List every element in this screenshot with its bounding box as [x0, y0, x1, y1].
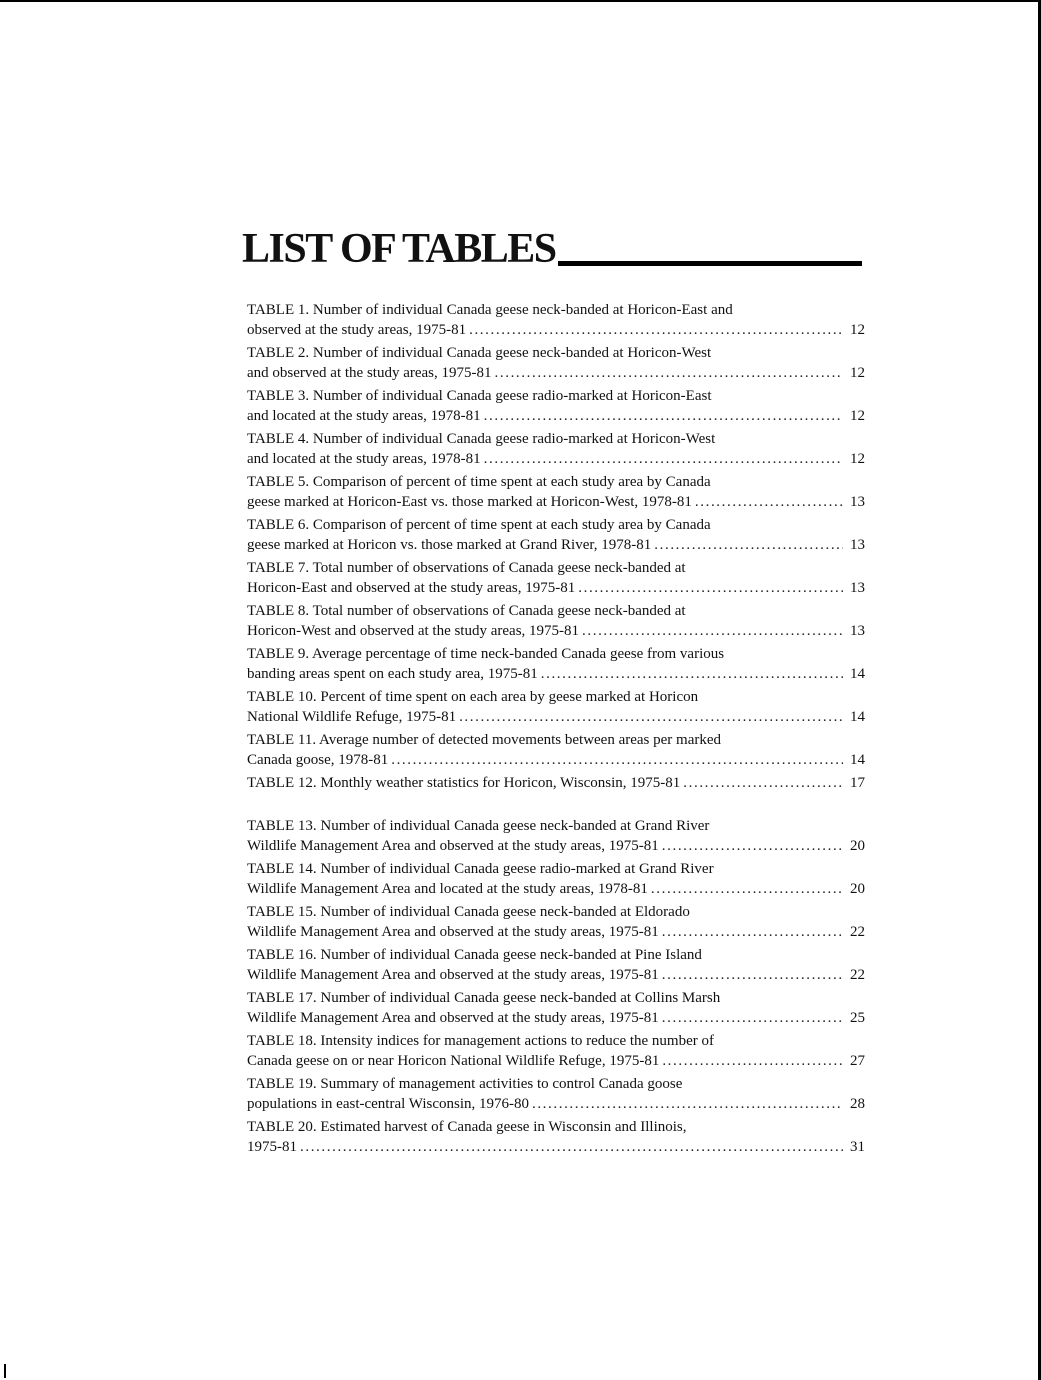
dot-leader	[662, 922, 843, 942]
entry-caption-end: Canada geese on or near Horicon National Wildlife Refuge, 1975-81	[247, 1053, 660, 1069]
dot-leader	[662, 1051, 843, 1071]
entry-caption-line: TABLE 15. Number of individual Canada geese neck-banded at Eldorado	[247, 904, 690, 920]
dot-leader	[495, 363, 843, 383]
entry-caption-end: geese marked at Horicon-East vs. those marked at Horicon-West, 1978-81	[247, 494, 692, 510]
page-number: 22	[850, 967, 865, 983]
entry-final-line	[247, 492, 865, 512]
table-entry[interactable]	[247, 988, 865, 1031]
table-entry[interactable]	[247, 730, 865, 773]
table-entry[interactable]	[247, 644, 865, 687]
entry-caption-end: National Wildlife Refuge, 1975-81	[247, 709, 457, 725]
page-number: 12	[850, 451, 865, 467]
entry-caption-line: TABLE 20. Estimated harvest of Canada geese in Wisconsin and Illinois,	[247, 1119, 687, 1135]
entry-final-line	[247, 449, 865, 469]
entry-caption-line: TABLE 13. Number of individual Canada geese neck-banded at Grand River	[247, 818, 710, 834]
table-entry[interactable]	[247, 429, 865, 472]
entry-final-line	[247, 773, 865, 793]
entry-caption-line: TABLE 1. Number of individual Canada geese neck-banded at Horicon-East and	[247, 302, 733, 318]
dot-leader	[654, 535, 843, 555]
heading-row	[242, 226, 862, 272]
table-entry[interactable]	[247, 515, 865, 558]
dot-leader	[300, 1137, 843, 1157]
table-entry[interactable]	[247, 859, 865, 902]
dot-leader	[469, 320, 843, 340]
page-number: 20	[850, 838, 865, 854]
table-entry[interactable]	[247, 386, 865, 429]
entry-final-line	[247, 1008, 865, 1028]
page-number: 17	[850, 775, 865, 791]
entry-caption-line: TABLE 19. Summary of management activities to control Canada goose	[247, 1076, 683, 1092]
entry-final-line	[247, 320, 865, 340]
dot-leader	[651, 879, 843, 899]
page-number: 13	[850, 537, 865, 553]
scan-mark	[4, 1364, 6, 1378]
entry-caption-end: and located at the study areas, 1978-81	[247, 408, 481, 424]
entry-caption-end: populations in east-central Wisconsin, 1976-80	[247, 1096, 529, 1112]
entry-caption-line: TABLE 4. Number of individual Canada geese radio-marked at Horicon-West	[247, 431, 716, 447]
entry-caption-line: TABLE 10. Percent of time spent on each area by geese marked at Horicon	[247, 689, 699, 705]
entry-caption-line: TABLE 2. Number of individual Canada geese neck-banded at Horicon-West	[247, 345, 712, 361]
entry-final-line	[247, 836, 865, 856]
entry-final-line	[247, 965, 865, 985]
entry-final-line	[247, 707, 865, 727]
entry-final-line	[247, 1137, 865, 1157]
dot-leader	[662, 1008, 843, 1028]
entry-caption-end: Canada goose, 1978-81	[247, 752, 389, 768]
page-title: LIST OF TABLES	[242, 226, 556, 272]
page-number: 12	[850, 408, 865, 424]
entry-caption-end: observed at the study areas, 1975-81	[247, 322, 467, 338]
table-entry[interactable]	[247, 902, 865, 945]
dot-leader	[532, 1094, 843, 1114]
page-number: 13	[850, 623, 865, 639]
page-number: 12	[850, 365, 865, 381]
title-rule	[558, 261, 862, 266]
page-number: 13	[850, 580, 865, 596]
dot-leader	[459, 707, 843, 727]
entry-final-line	[247, 879, 865, 899]
table-entry[interactable]	[247, 300, 865, 343]
table-entry[interactable]	[247, 601, 865, 644]
page-number: 25	[850, 1010, 865, 1026]
table-entry[interactable]	[247, 773, 865, 816]
table-entry[interactable]	[247, 1031, 865, 1074]
dot-leader	[683, 773, 843, 793]
dot-leader	[541, 664, 843, 684]
entry-caption-end: Wildlife Management Area and observed at the study areas, 1975-81	[247, 838, 659, 854]
entry-caption-line: TABLE 14. Number of individual Canada geese radio-marked at Grand River	[247, 861, 714, 877]
entry-caption-line: TABLE 9. Average percentage of time neck-banded Canada geese from various	[247, 646, 725, 662]
entry-final-line	[247, 578, 865, 598]
entry-final-line	[247, 1051, 865, 1071]
page-number: 13	[850, 494, 865, 510]
entry-final-line	[247, 363, 865, 383]
entry-final-line	[247, 535, 865, 555]
entry-caption-end: Wildlife Management Area and observed at the study areas, 1975-81	[247, 967, 659, 983]
page-number: 14	[850, 752, 865, 768]
entry-caption-end: Horicon-West and observed at the study areas, 1975-81	[247, 623, 580, 639]
entry-caption-line: TABLE 5. Comparison of percent of time spent at each study area by Canada	[247, 474, 711, 490]
entry-caption-end: Horicon-East and observed at the study areas, 1975-81	[247, 580, 576, 596]
entry-caption-end: 1975-81	[247, 1139, 297, 1155]
page-number: 31	[850, 1139, 865, 1155]
entry-caption-end: TABLE 12. Monthly weather statistics for Horicon, Wisconsin, 1975-81	[247, 775, 681, 791]
table-entry[interactable]	[247, 1074, 865, 1117]
dot-leader	[391, 750, 843, 770]
entry-caption-line: TABLE 7. Total number of observations of Canada geese neck-banded at	[247, 560, 686, 576]
dot-leader	[662, 836, 843, 856]
dot-leader	[484, 449, 843, 469]
entry-caption-line: TABLE 11. Average number of detected movements between areas per marked	[247, 732, 722, 748]
page-number: 12	[850, 322, 865, 338]
table-entry[interactable]	[247, 472, 865, 515]
entry-caption-line: TABLE 3. Number of individual Canada geese radio-marked at Horicon-East	[247, 388, 712, 404]
table-entry[interactable]	[247, 687, 865, 730]
page-number: 28	[850, 1096, 865, 1112]
table-entry[interactable]	[247, 945, 865, 988]
entry-final-line	[247, 922, 865, 942]
entry-caption-end: and located at the study areas, 1978-81	[247, 451, 481, 467]
entry-caption-line: TABLE 16. Number of individual Canada geese neck-banded at Pine Island	[247, 947, 702, 963]
table-entry[interactable]	[247, 816, 865, 859]
dot-leader	[578, 578, 843, 598]
page-number: 27	[850, 1053, 865, 1069]
page-number: 14	[850, 666, 865, 682]
table-entry[interactable]	[247, 343, 865, 386]
entry-final-line	[247, 750, 865, 770]
entry-caption-end: banding areas spent on each study area, 1975-81	[247, 666, 538, 682]
entry-final-line	[247, 664, 865, 684]
dot-leader	[662, 965, 843, 985]
entry-final-line	[247, 406, 865, 426]
entry-caption-line: TABLE 6. Comparison of percent of time spent at each study area by Canada	[247, 517, 711, 533]
entry-caption-end: Wildlife Management Area and observed at the study areas, 1975-81	[247, 1010, 659, 1026]
table-list	[247, 300, 865, 1160]
dot-leader	[484, 406, 843, 426]
entry-final-line	[247, 1094, 865, 1114]
entry-caption-end: and observed at the study areas, 1975-81	[247, 365, 492, 381]
entry-caption-end: Wildlife Management Area and observed at the study areas, 1975-81	[247, 924, 659, 940]
page-number: 14	[850, 709, 865, 725]
entry-caption-end: Wildlife Management Area and located at the study areas, 1978-81	[247, 881, 648, 897]
dot-leader	[695, 492, 843, 512]
entry-caption-line: TABLE 18. Intensity indices for management actions to reduce the number of	[247, 1033, 714, 1049]
entry-final-line	[247, 621, 865, 641]
entry-caption-line: TABLE 17. Number of individual Canada geese neck-banded at Collins Marsh	[247, 990, 721, 1006]
dot-leader	[582, 621, 843, 641]
table-entry[interactable]	[247, 558, 865, 601]
entry-caption-line: TABLE 8. Total number of observations of Canada geese neck-banded at	[247, 603, 686, 619]
entry-caption-end: geese marked at Horicon vs. those marked at Grand River, 1978-81	[247, 537, 652, 553]
table-entry[interactable]	[247, 1117, 865, 1160]
page-number: 20	[850, 881, 865, 897]
page-number: 22	[850, 924, 865, 940]
